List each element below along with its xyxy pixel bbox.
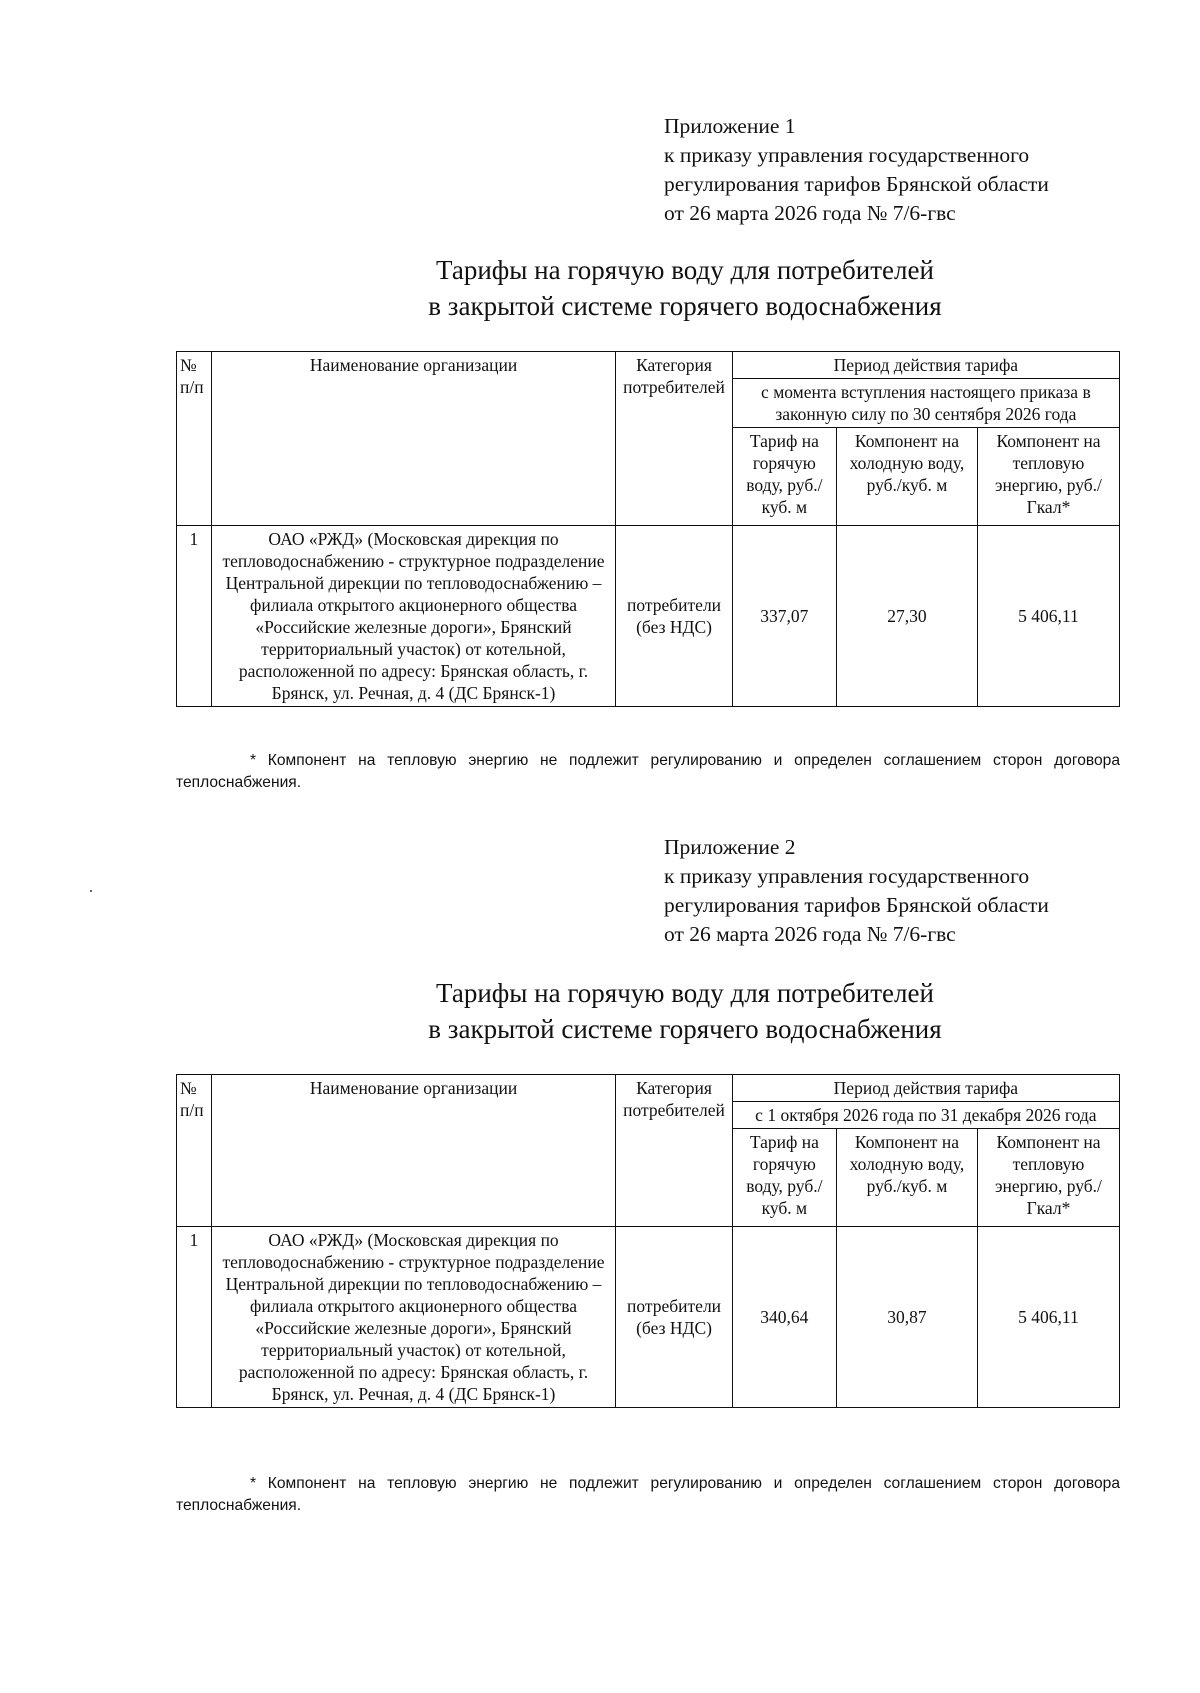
- row-heat-component: 5 406,11: [977, 1227, 1119, 1408]
- header-heat-component: Компонент на тепловую энергию, руб./Гкал*: [977, 428, 1119, 526]
- header-org: Наименование организации: [211, 1075, 616, 1227]
- header-cold-component: Компонент на холодную воду, руб./куб. м: [836, 428, 977, 526]
- title-line: Тарифы на горячую воду для потребителей: [436, 978, 934, 1008]
- period-range: с 1 октября 2026 года по 31 декабря 2026 года: [732, 1102, 1119, 1129]
- row-category: потребители (без НДС): [616, 526, 732, 707]
- table-row: [177, 1227, 1120, 1408]
- tariff-table-1: [176, 351, 1120, 707]
- row-num: 1: [177, 526, 212, 707]
- table-2-title: [0, 975, 1200, 1047]
- row-hot-water: 340,64: [732, 1227, 836, 1408]
- tariff-table-2: [176, 1074, 1120, 1408]
- header-period: Период действия тарифа: [732, 1075, 1119, 1102]
- row-cold-component: 30,87: [836, 1227, 977, 1408]
- row-org: ОАО «РЖД» (Московская дирекция по тепловодоснабжению - структурное подразделение Центральной дирекции по тепловодоснабжению – филиала открытого акционерного общества «Российские железные дороги», Брянский территориальный участок) от котельной, расположенной по адресу: Брянская область, г. Брянск, ул. Речная, д. 4 (ДС Брянск-1): [211, 1227, 616, 1408]
- appendix-number: Приложение 2: [664, 835, 796, 859]
- footnote-2: * Компонент на тепловую энергию не подлежит регулированию и определен соглашением сторон договора теплоснабжения.: [176, 1475, 1120, 1514]
- header-num: № п/п: [177, 1075, 212, 1227]
- appendix-1-header: [664, 112, 1184, 228]
- row-category: потребители (без НДС): [616, 1227, 732, 1408]
- header-period: Период действия тарифа: [732, 352, 1119, 379]
- row-num: 1: [177, 1227, 212, 1408]
- header-hot-water: Тариф на горячую воду, руб./куб. м: [732, 1129, 836, 1227]
- appendix-order-line: регулирования тарифов Брянской области: [664, 893, 1049, 917]
- title-line: в закрытой системе горячего водоснабжения: [428, 291, 942, 321]
- header-hot-water: Тариф на горячую воду, руб./куб. м: [732, 428, 836, 526]
- header-org: Наименование организации: [211, 352, 616, 526]
- appendix-order-line: к приказу управления государственного: [664, 864, 1030, 888]
- appendix-order-date: от 26 марта 2026 года № 7/6-гвс: [664, 922, 956, 946]
- header-heat-component: Компонент на тепловую энергию, руб./Гкал*: [977, 1129, 1119, 1227]
- row-hot-water: 337,07: [732, 526, 836, 707]
- row-org: ОАО «РЖД» (Московская дирекция по тепловодоснабжению - структурное подразделение Центральной дирекции по тепловодоснабжению – филиала открытого акционерного общества «Российские железные дороги», Брянский территориальный участок) от котельной, расположенной по адресу: Брянская область, г. Брянск, ул. Речная, д. 4 (ДС Брянск-1): [211, 526, 616, 707]
- table-1-title: [0, 252, 1200, 324]
- row-heat-component: 5 406,11: [977, 526, 1119, 707]
- header-cold-component: Компонент на холодную воду, руб./куб. м: [836, 1129, 977, 1227]
- scan-speck: [90, 890, 92, 892]
- row-cold-component: 27,30: [836, 526, 977, 707]
- header-num: № п/п: [177, 352, 212, 526]
- title-line: в закрытой системе горячего водоснабжения: [428, 1014, 942, 1044]
- appendix-order-date: от 26 марта 2026 года № 7/6-гвс: [664, 201, 956, 225]
- title-line: Тарифы на горячую воду для потребителей: [436, 255, 934, 285]
- appendix-order-line: регулирования тарифов Брянской области: [664, 172, 1049, 196]
- appendix-order-line: к приказу управления государственного: [664, 143, 1030, 167]
- appendix-2-header: [664, 833, 1184, 949]
- header-category: Категория потребителей: [616, 1075, 732, 1227]
- header-category: Категория потребителей: [616, 352, 732, 526]
- footnote-1: * Компонент на тепловую энергию не подлежит регулированию и определен соглашением сторон договора теплоснабжения.: [176, 752, 1120, 791]
- table-row: [177, 526, 1120, 707]
- period-range: с момента вступления настоящего приказа в законную силу по 30 сентября 2026 года: [732, 379, 1119, 428]
- appendix-number: Приложение 1: [664, 114, 796, 138]
